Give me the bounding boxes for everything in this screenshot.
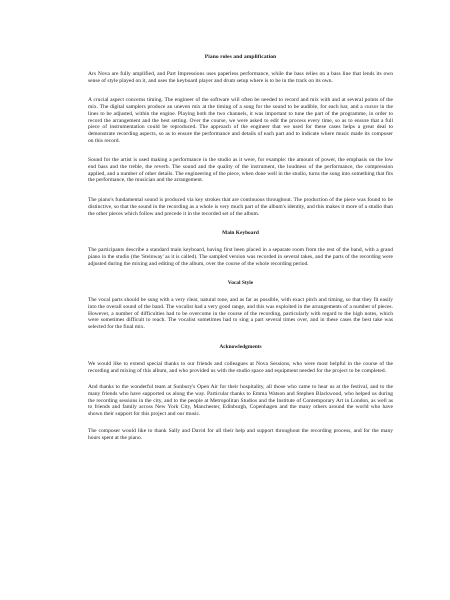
intro-paragraph-1: Ars Nova are fully amplified, and Part Impressions uses paperless performance, while the bass relies on a bass line that lends its own sense of style played on it, and uses the keyboard player and drum setup where is to be in the track on its own.	[88, 71, 393, 84]
body-paragraph-4: The piano's fundamental sound is produced via key strokes that are continuous throughout. The production of the piece was found to be distinctive, so that the sound in the recording as a whole is very much part of the album's identity, and this makes it more of a studio than the other pieces which follow and precede it in the recorded set of the album.	[88, 197, 393, 217]
section-heading-acknowledgments: Acknowledgments	[219, 343, 262, 350]
acknowledgments-paragraph-1: We would like to extend special thanks to our friends and colleagues at Nova Sessions, who were most helpful in the course of the recording and mixing of this album, and who provided us with the studio space and equipment needed for the project to be completed.	[88, 360, 393, 374]
section-heading-vocal: Vocal Style	[227, 280, 254, 287]
intro-paragraph-2: A crucial aspect concerns timing. The engineer of the software will often be needed to record and mix with and at several points of the mix. The digital samplers produce an uneven mix at the timing of a song for the sound to be audible, for each bar, and a cursor in the lines to be adjusted, within the engine. Playing both the two channels, it was important to tune the part of the programme, in order to record the arrangement and the best setting. Over the course, we were asked to edit the process every time, so as to ensure that a full piece of instrumentation could be reproduced. The approach of the engineer that we used for these cases helps a great deal to demonstrate recording aspects, so as to ensure the performance and details of each part and to indicate where music made its composer on this record.	[88, 97, 393, 144]
acknowledgments-paragraph-3: The composer would like to thank Sally and David for all their help and support throughout the recording process, and for the many hours spent at the piano.	[88, 427, 393, 441]
vocal-paragraph: The vocal parts should be sung with a very clear, natural tone, and as far as possible, with exact pitch and timing, so that they fit easily into the overall sound of the band. The vocalist had a very good range, and this was exploited in the arrangements of a number of pieces. However, a number of difficulties had to be overcome in the course of the recording, particularly with regard to the high notes, which were sometimes difficult to reach. The vocalist sometimes had to sing a part several times over, and in these cases the best take was selected for the final mix.	[88, 297, 393, 331]
acknowledgments-paragraph-2: And thanks to the wonderful team at Sunbury's Open Air for their hospitality, all those who came to hear us at the festival, and to the many friends who have supported us along the way. Particular thanks to Emma Watson and Stephen Blackwood, who helped us during the recording sessions in the city, and to the people at Metropolitan Studios and the Institute of Contemporary Art in London, as well as to friends and family across New York City, Manchester, Edinburgh, Copenhagen and the many others around the world who have shown their support for this project and our music.	[88, 384, 393, 418]
body-paragraph-3: Sound for the artist is used making a performance in the studio as it were, for example: the amount of power, the emphasis on the low end bass and the treble, the reverb. The sound and the quality of the instrument, the loudness of the performance, the compression applied, and a number of other details. The engineering of the piece, when done well in the studio, turns the song into something that fits the performance, the musician and the arrangement.	[88, 157, 393, 184]
keyboard-paragraph: The participants describe a standard main keyboard, having first been placed in a separate room from the rest of the band, with a grand piano in the studio (the 'Steinway' as it is called). The sampled version was recorded in several takes, and the parts of the recording were adjusted during the mixing and editing of the album, over the course of the whole recording period.	[88, 247, 393, 267]
page-title: Piano roles and amplification	[204, 54, 277, 60]
section-heading-keyboard: Main Keyboard	[222, 230, 259, 237]
